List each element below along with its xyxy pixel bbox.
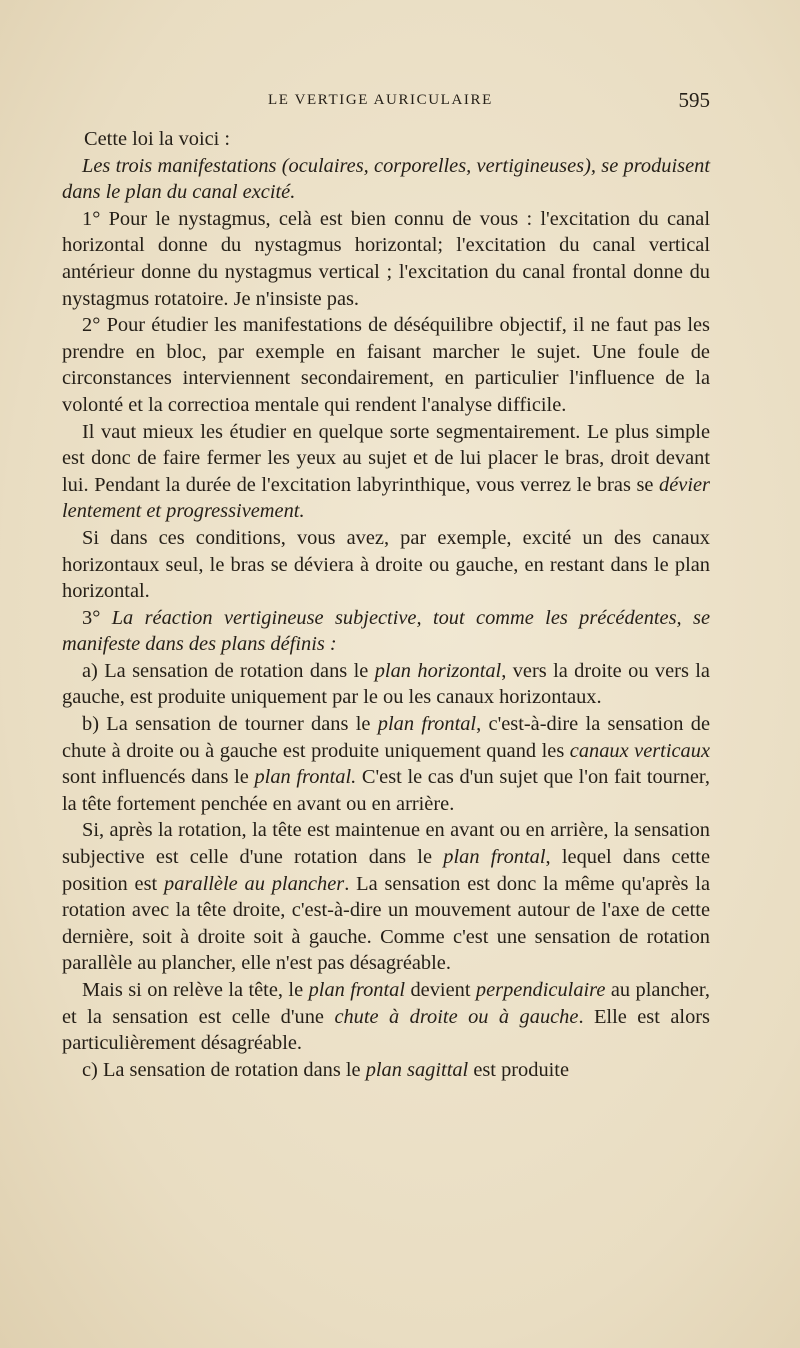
- text-run: b) La sensation de tourner dans le: [82, 713, 378, 736]
- emphasis: canaux verticaux: [569, 739, 711, 762]
- paragraph-c: [62, 1057, 710, 1084]
- text-run: . Elle est alors particulièrement désagréable.: [62, 1005, 710, 1055]
- emphasis: plan frontal: [308, 979, 406, 1001]
- emphasis: perpendiculaire: [475, 979, 606, 1001]
- paragraph-nystagmus: 1° Pour le nystagmus, celà est bien connu de vous : l'excitation du canal horizontal donne du nystagmus horizontal; l'excitation du canal vertical antérieur donne du nystagmus vertical ; l'excitation du canal frontal donne du nystagmus rotatoire. Je n'insiste pas.: [62, 207, 710, 310]
- emphasis: plan frontal: [377, 713, 477, 736]
- paragraph-segmentaire: [62, 419, 710, 525]
- emphasis: plan frontal: [443, 846, 546, 869]
- paragraph-apres-rotation: [62, 817, 710, 977]
- text-run: , lequel dans cette position est: [62, 846, 710, 895]
- paragraph-law: Les trois manifestations (oculaires, corporelles, vertigineuses), se produisent dans le plan du canal excité.: [62, 154, 710, 204]
- text-run: , vers la droite ou vers la gauche, est produite uniquement par le ou les canaux horizontaux.: [62, 659, 710, 709]
- emphasis: plan frontal.: [254, 766, 357, 789]
- text-run: . La sensation est donc la même qu'après la rotation avec la tête droite, c'est-à-dire un mouvement autour de l'axe de cette dernière, soit à droite soit à gauche. Comme c'est une sensation de rotation parallèle au plancher, elle n'est pas désagréable.: [62, 872, 711, 975]
- text-run: au plancher, et la sensation est celle d'une: [62, 979, 710, 1028]
- text-run: est produite: [468, 1058, 570, 1081]
- text-run: , c'est-à-dire la sensation de chute à droite ou à gauche est produite uniquement quand les: [62, 713, 711, 762]
- page-number: 595: [678, 88, 710, 112]
- text-run: devient: [405, 979, 476, 1001]
- paragraph-canaux: Si dans ces conditions, vous avez, par exemple, excité un des canaux horizontaux seul, le bras se déviera à droite ou gauche, en restant dans le plan horizontal.: [62, 526, 710, 603]
- text-run: 3°: [82, 606, 112, 629]
- paragraph: Cette loi la voici :: [84, 128, 231, 150]
- paragraph-desequilibre: 2° Pour étudier les manifestations de déséquilibre objectif, il ne faut pas les prendre en bloc, par exemple en faisant marcher le sujet. Une foule de circonstances interviennent secondairement, en particulier l'influence de la volonté et la correctioa mentale qui rendent l'analyse difficile.: [62, 314, 710, 416]
- text-run: sont influencés dans le: [62, 766, 255, 789]
- paragraph-releve: [62, 977, 710, 1057]
- emphasis: La réaction vertigineuse subjective, tout comme les précédentes, se manifeste dans des plans définis :: [62, 606, 710, 656]
- paragraph-a: [62, 658, 710, 711]
- text-run: Si, après la rotation, la tête est maintenue en avant ou en arrière, la sensation subjective est celle d'une rotation dans le: [62, 819, 710, 869]
- body-text: [62, 126, 710, 1083]
- running-title: LE VERTIGE AURICULAIRE: [268, 92, 493, 108]
- emphasis: plan sagittal: [365, 1058, 469, 1081]
- page-header: [58, 88, 710, 118]
- emphasis: chute à droite ou à gauche: [334, 1005, 579, 1028]
- paragraph-reaction: [62, 605, 710, 658]
- emphasis: parallèle au plancher: [164, 872, 345, 895]
- text-run: c) La sensation de rotation dans le: [82, 1058, 366, 1081]
- text-run: Il vaut mieux les étudier en quelque sorte segmentairement. Le plus simple est donc de faire fermer les yeux au sujet et de lui placer le bras, droit devant lui. Pendant la durée de l'excitation labyrinthique, vous verrez le bras se: [62, 420, 710, 496]
- text-run: a) La sensation de rotation dans le: [82, 659, 375, 682]
- emphasis: plan horizontal: [374, 659, 502, 682]
- text-run: C'est le cas d'un sujet que l'on fait tourner, la tête fortement penchée en avant ou en arrière.: [62, 766, 710, 815]
- text-run: Mais si on relève la tête, le: [82, 979, 309, 1001]
- emphasis: dévier lentement et progressivement.: [62, 473, 710, 523]
- paragraph-b: [62, 711, 710, 817]
